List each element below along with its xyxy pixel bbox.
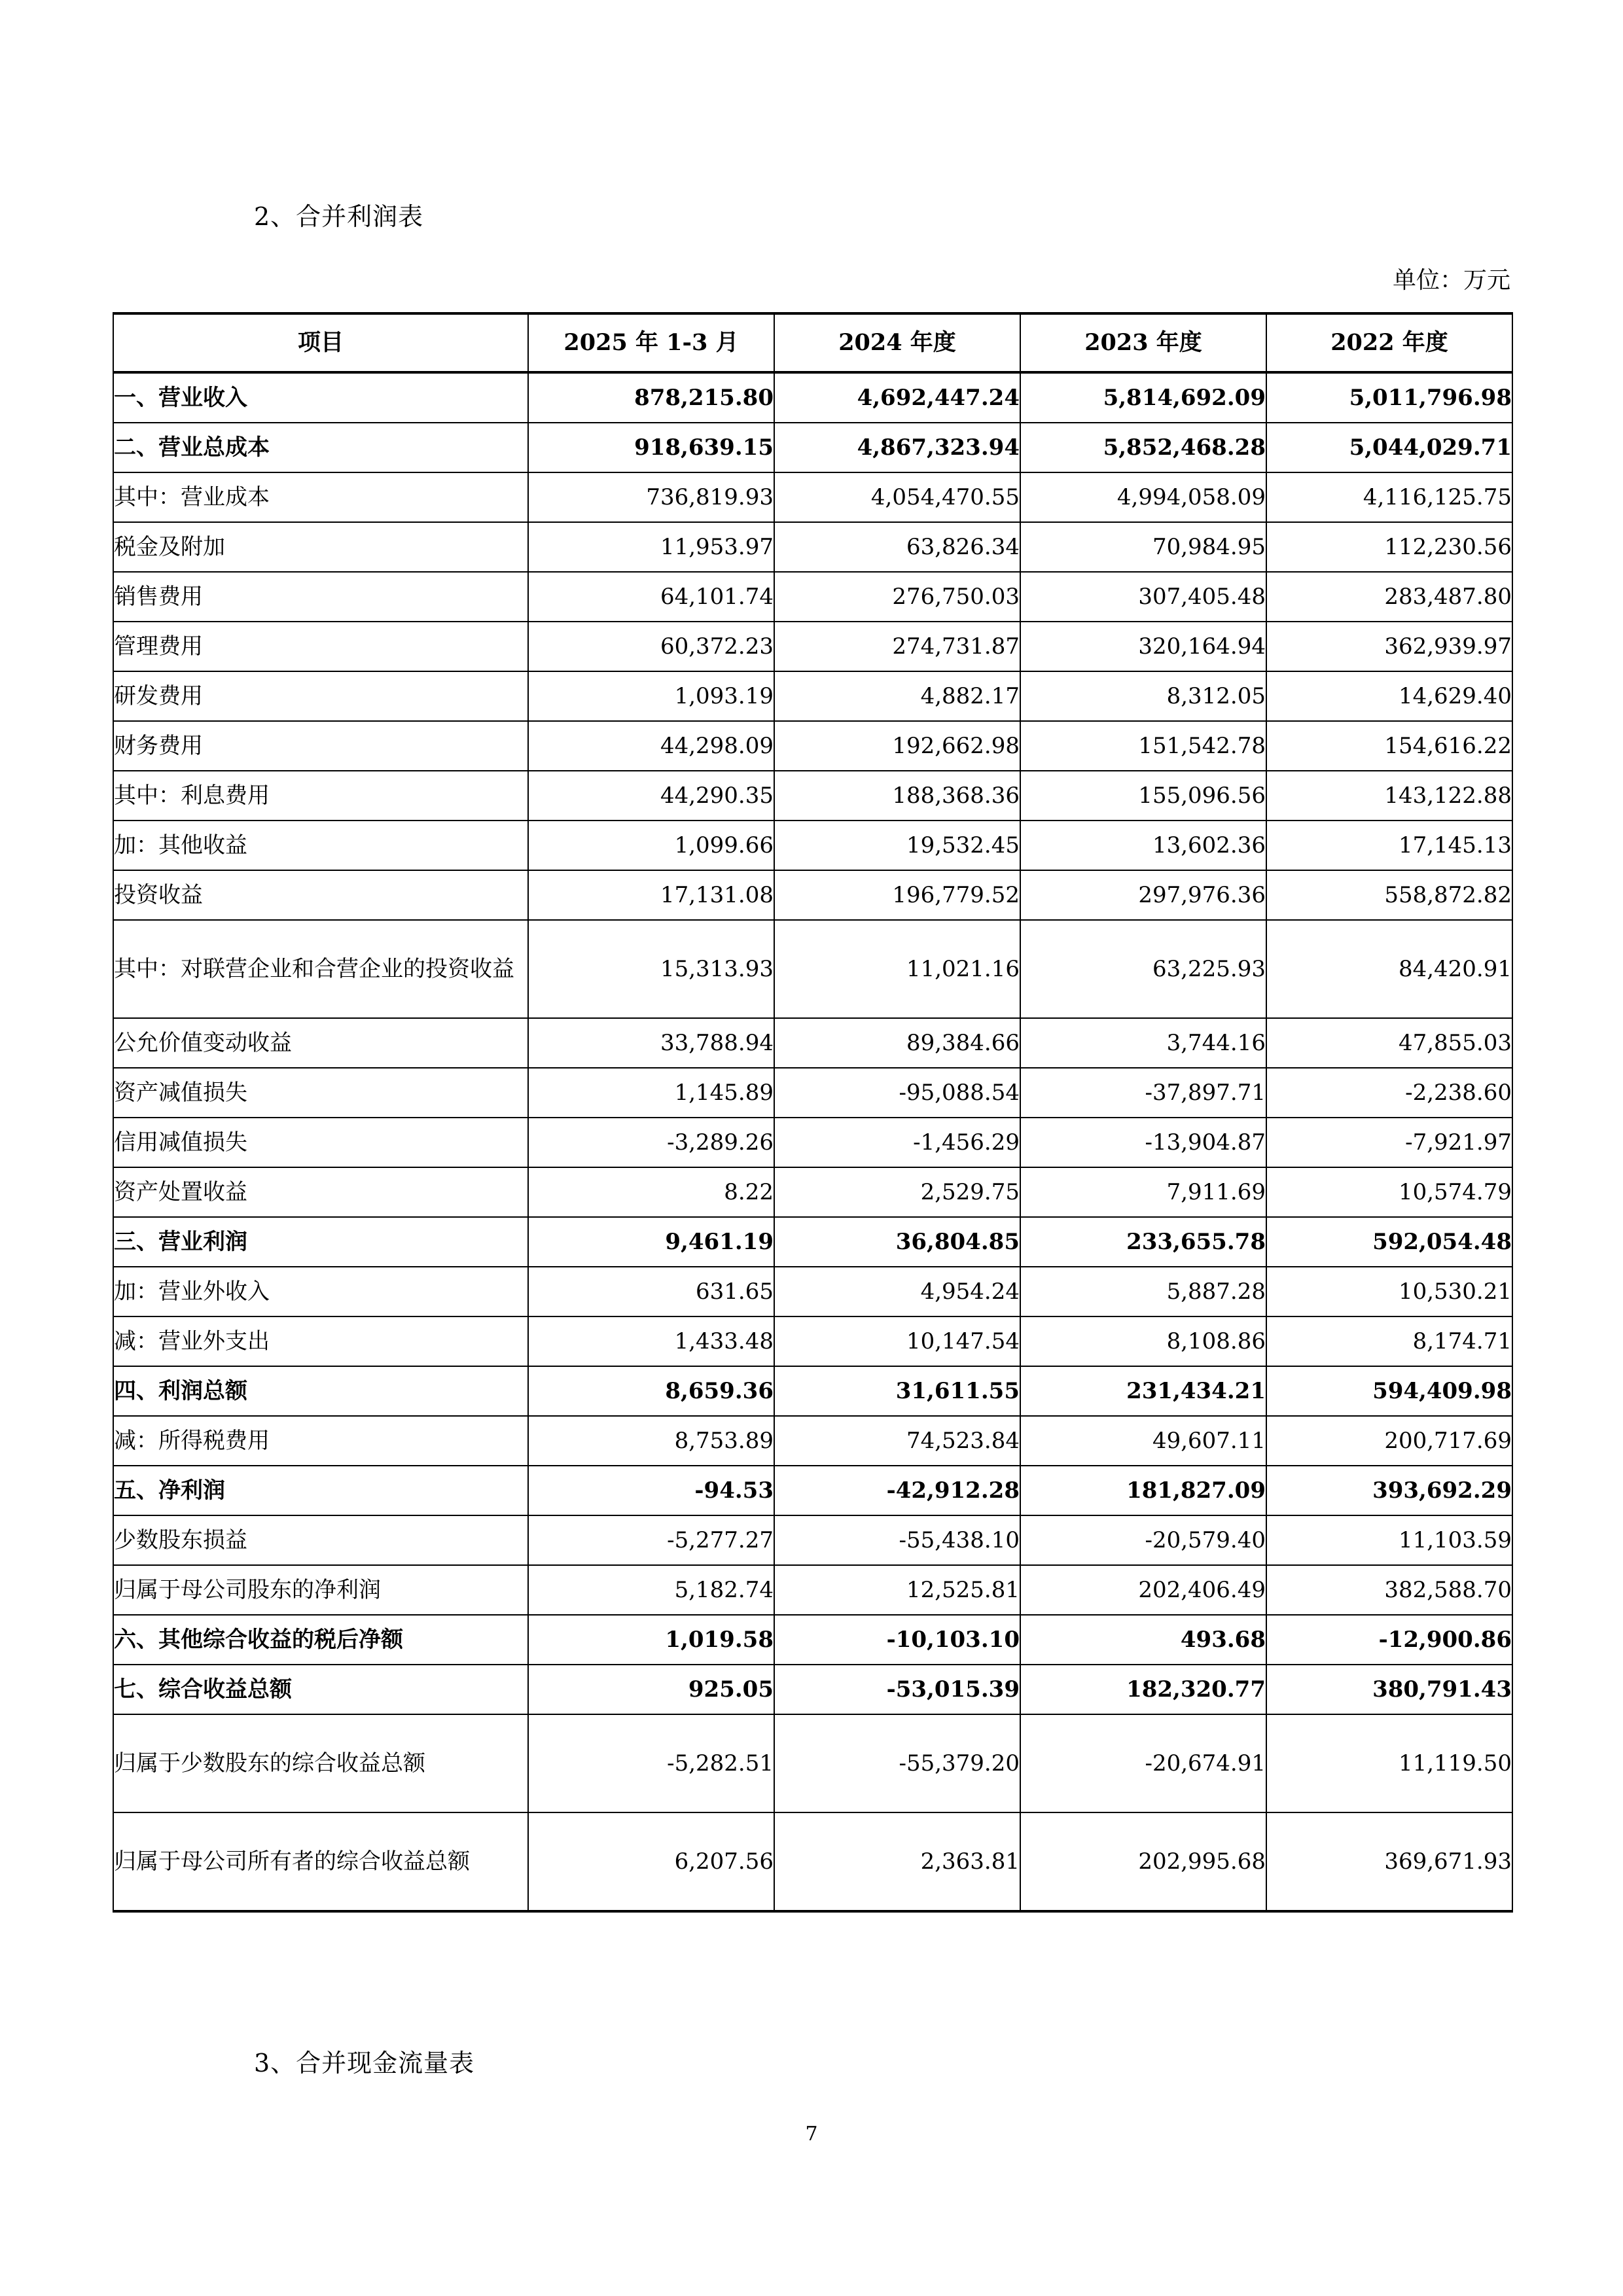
table-row: [113, 771, 1512, 821]
row-label-text: 减：所得税费用: [114, 1427, 270, 1454]
income-statement-table: [113, 312, 1513, 1913]
row-value: 74,523.84: [774, 1416, 1020, 1466]
row-value: 2,363.81: [774, 1812, 1020, 1911]
row-value: 4,054,470.55: [774, 472, 1020, 522]
row-label: [113, 870, 528, 920]
row-value: 64,101.74: [528, 572, 774, 622]
table-row: [113, 1068, 1512, 1118]
row-value: 11,103.59: [1266, 1515, 1512, 1565]
row-value: -94.53: [528, 1466, 774, 1515]
row-value: 11,953.97: [528, 522, 774, 572]
table-row: [113, 622, 1512, 671]
row-value: 320,164.94: [1020, 622, 1266, 671]
row-value: 10,530.21: [1266, 1267, 1512, 1316]
row-label: [113, 1366, 528, 1416]
row-value: 60,372.23: [528, 622, 774, 671]
row-value: 297,976.36: [1020, 870, 1266, 920]
row-label-text: 公允价值变动收益: [114, 1029, 292, 1056]
row-value: 202,995.68: [1020, 1812, 1266, 1911]
row-label-text: 投资收益: [114, 881, 203, 908]
column-header-2025: 2025 年 1-3 月: [528, 313, 774, 372]
row-value: 4,954.24: [774, 1267, 1020, 1316]
table-row: [113, 671, 1512, 721]
row-label-text: 销售费用: [114, 583, 203, 610]
row-value: 151,542.78: [1020, 721, 1266, 771]
table-row: [113, 1316, 1512, 1366]
row-label: [113, 721, 528, 771]
row-value: 4,116,125.75: [1266, 472, 1512, 522]
row-value: 4,882.17: [774, 671, 1020, 721]
row-label: [113, 1466, 528, 1515]
row-label-text: 财务费用: [114, 732, 203, 759]
table-row: [113, 1167, 1512, 1217]
row-label: [113, 920, 528, 1018]
row-label-text: 减：营业外支出: [114, 1328, 270, 1354]
row-value: 4,692,447.24: [774, 372, 1020, 423]
row-value: -5,282.51: [528, 1714, 774, 1812]
row-label-text: 一、营业收入: [114, 384, 247, 411]
table-row: [113, 1118, 1512, 1167]
row-label-text: 七、综合收益总额: [114, 1676, 292, 1703]
column-header-2022: 2022 年度: [1266, 313, 1512, 372]
row-value: 493.68: [1020, 1615, 1266, 1665]
row-value: 33,788.94: [528, 1018, 774, 1068]
row-value: 6,207.56: [528, 1812, 774, 1911]
row-label: [113, 622, 528, 671]
row-value: 1,099.66: [528, 821, 774, 870]
row-label-text: 加：营业外收入: [114, 1278, 270, 1305]
row-value: 1,093.19: [528, 671, 774, 721]
row-label-text: 少数股东损益: [114, 1527, 247, 1553]
row-label-text: 归属于少数股东的综合收益总额: [114, 1750, 425, 1776]
row-label-text: 其中：对联营企业和合营企业的投资收益: [114, 955, 514, 982]
row-value: 70,984.95: [1020, 522, 1266, 572]
row-label-text: 加：其他收益: [114, 832, 247, 858]
column-header-item: 项目: [113, 313, 528, 372]
income-statement-table-wrapper: [113, 312, 1513, 1913]
row-value: 200,717.69: [1266, 1416, 1512, 1466]
row-value: 89,384.66: [774, 1018, 1020, 1068]
table-row: [113, 472, 1512, 522]
table-row: [113, 1217, 1512, 1267]
table-row: [113, 870, 1512, 920]
table-row: [113, 1714, 1512, 1812]
page-title: 2、合并利润表: [254, 202, 424, 231]
row-value: 307,405.48: [1020, 572, 1266, 622]
row-value: 274,731.87: [774, 622, 1020, 671]
table-body: [113, 372, 1512, 1911]
row-label: [113, 372, 528, 423]
row-value: 14,629.40: [1266, 671, 1512, 721]
row-value: 393,692.29: [1266, 1466, 1512, 1515]
row-value: 736,819.93: [528, 472, 774, 522]
row-value: 196,779.52: [774, 870, 1020, 920]
row-value: 5,044,029.71: [1266, 423, 1512, 472]
row-value: 84,420.91: [1266, 920, 1512, 1018]
row-label: [113, 1217, 528, 1267]
row-value: 44,290.35: [528, 771, 774, 821]
row-label-text: 资产减值损失: [114, 1079, 247, 1106]
row-value: 10,147.54: [774, 1316, 1020, 1366]
row-label: [113, 1068, 528, 1118]
row-value: 382,588.70: [1266, 1565, 1512, 1615]
table-row: [113, 1812, 1512, 1911]
row-label-text: 归属于母公司股东的净利润: [114, 1576, 381, 1603]
row-value: -53,015.39: [774, 1665, 1020, 1714]
row-value: 63,225.93: [1020, 920, 1266, 1018]
row-value: 154,616.22: [1266, 721, 1512, 771]
row-value: 380,791.43: [1266, 1665, 1512, 1714]
row-label: [113, 1416, 528, 1466]
row-label: [113, 671, 528, 721]
row-value: 594,409.98: [1266, 1366, 1512, 1416]
row-value: -1,456.29: [774, 1118, 1020, 1167]
table-header-row: [113, 313, 1512, 372]
row-label: [113, 1714, 528, 1812]
row-value: 8.22: [528, 1167, 774, 1217]
row-value: 592,054.48: [1266, 1217, 1512, 1267]
row-value: 155,096.56: [1020, 771, 1266, 821]
row-value: 925.05: [528, 1665, 774, 1714]
table-row: [113, 1665, 1512, 1714]
row-label-text: 归属于母公司所有者的综合收益总额: [114, 1848, 470, 1875]
row-label-text: 三、营业利润: [114, 1228, 247, 1255]
row-value: -20,674.91: [1020, 1714, 1266, 1812]
row-value: -7,921.97: [1266, 1118, 1512, 1167]
table-row: [113, 522, 1512, 572]
row-value: 362,939.97: [1266, 622, 1512, 671]
row-value: 233,655.78: [1020, 1217, 1266, 1267]
row-label-text: 五、净利润: [114, 1477, 225, 1504]
row-label-text: 税金及附加: [114, 533, 225, 560]
row-label: [113, 1018, 528, 1068]
row-value: -55,379.20: [774, 1714, 1020, 1812]
row-label-text: 信用减值损失: [114, 1129, 247, 1156]
row-value: 4,867,323.94: [774, 423, 1020, 472]
row-value: 631.65: [528, 1267, 774, 1316]
row-label: [113, 1267, 528, 1316]
row-value: 1,019.58: [528, 1615, 774, 1665]
row-label-text: 四、利润总额: [114, 1377, 247, 1404]
column-header-2023: 2023 年度: [1020, 313, 1266, 372]
row-label-text: 其中：利息费用: [114, 782, 270, 809]
row-value: 17,145.13: [1266, 821, 1512, 870]
row-value: 192,662.98: [774, 721, 1020, 771]
row-label: [113, 1316, 528, 1366]
row-label: [113, 472, 528, 522]
row-label-text: 二、营业总成本: [114, 434, 270, 461]
row-value: 5,887.28: [1020, 1267, 1266, 1316]
row-value: 8,174.71: [1266, 1316, 1512, 1366]
table-row: [113, 572, 1512, 622]
row-label: [113, 1118, 528, 1167]
column-header-2024: 2024 年度: [774, 313, 1020, 372]
row-value: 8,108.86: [1020, 1316, 1266, 1366]
row-label: [113, 1665, 528, 1714]
row-value: 31,611.55: [774, 1366, 1020, 1416]
row-value: 558,872.82: [1266, 870, 1512, 920]
row-value: -20,579.40: [1020, 1515, 1266, 1565]
row-value: 5,182.74: [528, 1565, 774, 1615]
next-section-title: 3、合并现金流量表: [254, 2049, 475, 2077]
row-value: 9,461.19: [528, 1217, 774, 1267]
row-value: 182,320.77: [1020, 1665, 1266, 1714]
row-value: 12,525.81: [774, 1565, 1020, 1615]
row-value: 276,750.03: [774, 572, 1020, 622]
row-value: 878,215.80: [528, 372, 774, 423]
row-label: [113, 423, 528, 472]
row-value: 918,639.15: [528, 423, 774, 472]
table-row: [113, 1515, 1512, 1565]
row-label: [113, 1565, 528, 1615]
row-label: [113, 821, 528, 870]
table-row: [113, 1018, 1512, 1068]
row-value: 5,852,468.28: [1020, 423, 1266, 472]
row-label-text: 研发费用: [114, 682, 203, 709]
row-value: -10,103.10: [774, 1615, 1020, 1665]
row-value: 143,122.88: [1266, 771, 1512, 821]
table-row: [113, 920, 1512, 1018]
row-label: [113, 572, 528, 622]
table-row: [113, 1416, 1512, 1466]
row-value: 19,532.45: [774, 821, 1020, 870]
row-value: 181,827.09: [1020, 1466, 1266, 1515]
row-value: 283,487.80: [1266, 572, 1512, 622]
row-label: [113, 771, 528, 821]
row-value: 1,433.48: [528, 1316, 774, 1366]
row-label-text: 资产处置收益: [114, 1178, 247, 1205]
row-value: -55,438.10: [774, 1515, 1020, 1565]
row-value: -2,238.60: [1266, 1068, 1512, 1118]
table-row: [113, 721, 1512, 771]
row-value: 8,312.05: [1020, 671, 1266, 721]
row-label: [113, 1615, 528, 1665]
row-value: 36,804.85: [774, 1217, 1020, 1267]
table-row: [113, 1366, 1512, 1416]
table-row: [113, 1267, 1512, 1316]
row-value: 369,671.93: [1266, 1812, 1512, 1911]
row-value: 44,298.09: [528, 721, 774, 771]
row-value: 13,602.36: [1020, 821, 1266, 870]
table-row: [113, 423, 1512, 472]
row-value: 11,119.50: [1266, 1714, 1512, 1812]
table-row: [113, 1466, 1512, 1515]
row-value: -95,088.54: [774, 1068, 1020, 1118]
row-value: -37,897.71: [1020, 1068, 1266, 1118]
row-value: 7,911.69: [1020, 1167, 1266, 1217]
row-value: -3,289.26: [528, 1118, 774, 1167]
row-value: 17,131.08: [528, 870, 774, 920]
row-value: 47,855.03: [1266, 1018, 1512, 1068]
row-value: 5,011,796.98: [1266, 372, 1512, 423]
row-value: 112,230.56: [1266, 522, 1512, 572]
row-label: [113, 522, 528, 572]
row-value: 63,826.34: [774, 522, 1020, 572]
row-value: 11,021.16: [774, 920, 1020, 1018]
row-label: [113, 1515, 528, 1565]
row-value: 3,744.16: [1020, 1018, 1266, 1068]
row-value: -5,277.27: [528, 1515, 774, 1565]
row-value: 1,145.89: [528, 1068, 774, 1118]
row-label-text: 其中：营业成本: [114, 484, 270, 510]
row-value: -42,912.28: [774, 1466, 1020, 1515]
row-value: -13,904.87: [1020, 1118, 1266, 1167]
row-value: 202,406.49: [1020, 1565, 1266, 1615]
row-value: 15,313.93: [528, 920, 774, 1018]
unit-label: 单位：万元: [1392, 267, 1510, 294]
row-label-text: 六、其他综合收益的税后净额: [114, 1626, 403, 1653]
table-row: [113, 1615, 1512, 1665]
row-value: 8,659.36: [528, 1366, 774, 1416]
row-value: 2,529.75: [774, 1167, 1020, 1217]
page-number: 7: [805, 2123, 818, 2146]
row-label: [113, 1812, 528, 1911]
row-value: 8,753.89: [528, 1416, 774, 1466]
row-value: 10,574.79: [1266, 1167, 1512, 1217]
row-value: 231,434.21: [1020, 1366, 1266, 1416]
row-label: [113, 1167, 528, 1217]
row-value: 5,814,692.09: [1020, 372, 1266, 423]
row-value: 49,607.11: [1020, 1416, 1266, 1466]
table-row: [113, 372, 1512, 423]
table-row: [113, 821, 1512, 870]
row-value: -12,900.86: [1266, 1615, 1512, 1665]
row-value: 188,368.36: [774, 771, 1020, 821]
table-row: [113, 1565, 1512, 1615]
row-label-text: 管理费用: [114, 633, 203, 660]
row-value: 4,994,058.09: [1020, 472, 1266, 522]
